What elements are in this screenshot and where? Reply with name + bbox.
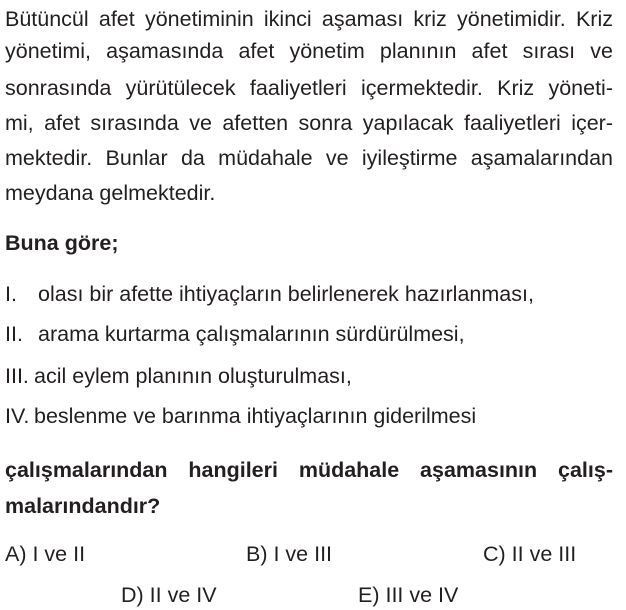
- statement-text: arama kurtarma çalışmalarının sürdürülmesi,: [38, 322, 465, 346]
- paragraph-line: mektedir. Bunlar da müdahale ve iyileştirme aşamalarından: [5, 146, 613, 170]
- statement-item: [5, 321, 465, 347]
- option-a[interactable]: A) I ve II: [5, 542, 86, 566]
- statement-number: III.: [5, 364, 29, 388]
- statement-text: beslenme ve barınma ihtiyaçlarının giderilmesi: [34, 404, 477, 428]
- statement-item: [5, 403, 476, 429]
- option-e[interactable]: E) III ve IV: [358, 583, 459, 607]
- statement-text: olası bir afette ihtiyaçların belirlenerek hazırlanması,: [38, 282, 534, 306]
- lead-in-heading: Buna göre;: [5, 231, 119, 255]
- option-c[interactable]: C) II ve III: [483, 542, 577, 566]
- paragraph-line: Bütüncül afet yönetiminin ikinci aşaması kriz yönetimidir. Kriz: [5, 7, 613, 31]
- question-line: malarındandır?: [5, 494, 161, 518]
- statement-item: [5, 363, 352, 389]
- statement-number: I.: [5, 282, 17, 306]
- paragraph-line: mi, afet sırasında ve afetten sonra yapılacak faaliyetleri içer-: [5, 111, 613, 135]
- paragraph-line: yönetimi, aşamasında afet yönetim planının afet sırası ve: [5, 39, 613, 63]
- option-b[interactable]: B) I ve III: [246, 542, 333, 566]
- statement-number: IV.: [5, 404, 30, 428]
- statement-item: [5, 281, 534, 307]
- paragraph-line: sonrasında yürütülecek faaliyetleri içermektedir. Kriz yöneti-: [5, 76, 613, 100]
- statement-text: acil eylem planının oluşturulması,: [34, 364, 352, 388]
- statement-number: II.: [5, 322, 23, 346]
- paragraph-line: meydana gelmektedir.: [5, 181, 216, 205]
- option-d[interactable]: D) II ve IV: [121, 583, 217, 607]
- question-line: çalışmalarından hangileri müdahale aşamasının çalış-: [5, 458, 613, 482]
